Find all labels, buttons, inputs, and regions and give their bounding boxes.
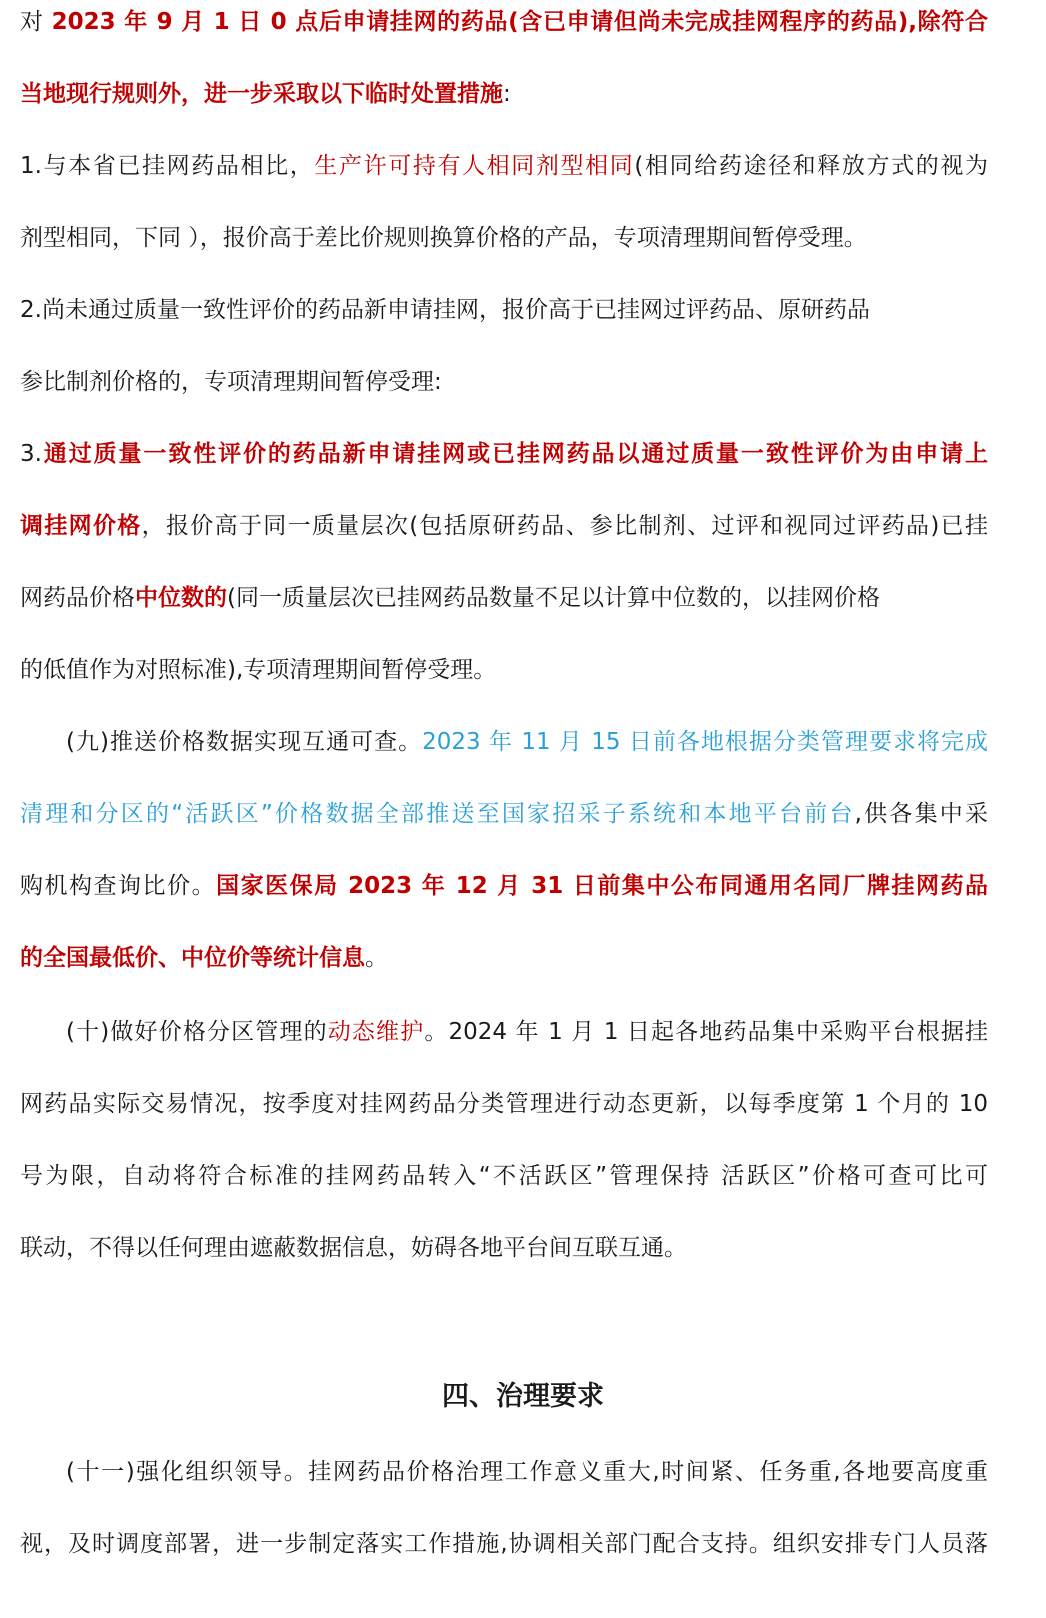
- text-run: 网药品实际交易情况，按季度对挂网药品分类管理进行动态更新，以每季度第 1 个月的 10: [20, 1091, 988, 1117]
- text-run: (九)推送价格数据实现互通可查。: [66, 729, 423, 755]
- section-heading: 四、治理要求: [442, 1381, 604, 1412]
- text-run: (十)做好价格分区管理的: [66, 1019, 328, 1045]
- paragraph-line: [20, 506, 988, 546]
- text-run: 购机构查询比价。: [20, 873, 217, 899]
- paragraph-line: [20, 218, 867, 258]
- text-run: ,供各集中采: [854, 801, 988, 827]
- emphasis-text: 调挂网价格: [20, 513, 142, 539]
- text-run: 3.: [20, 441, 42, 467]
- text-run: 2.尚未通过质量一致性评价的药品新申请挂网，报价高于已挂网过评药品、原研药品: [20, 297, 870, 323]
- text-run: 参比制剂价格的，专项清理期间暂停受理:: [20, 369, 442, 395]
- paragraph-line: [20, 1084, 988, 1124]
- emphasis-text: 当地现行规则外，进一步采取以下临时处置措施: [20, 81, 503, 107]
- emphasis-text: 动态维护: [327, 1019, 425, 1045]
- paragraph-line: [20, 1452, 988, 1492]
- emphasis-text: 2023 年 9 月 1 日 0 点后申请挂网的药品(含已申请但尚未完成挂网程序的药品),除符合: [51, 9, 988, 35]
- paragraph-line: [20, 2, 988, 42]
- text-run: 对: [20, 9, 52, 35]
- text-run: 。: [365, 945, 388, 971]
- paragraph-line: [20, 146, 988, 186]
- text-run: ，报价高于同一质量层次(包括原研药品、参比制剂、过评和视同过评药品)已挂: [141, 513, 988, 539]
- text-run: 剂型相同，下同 ），报价高于差比价规则换算价格的产品，专项清理期间暂停受理。: [20, 225, 867, 251]
- emphasis-text: 国家医保局 2023 年 12 月 31 日前集中公布同通用名同厂牌挂网药品: [216, 873, 988, 899]
- text-run: (同一质量层次已挂网药品数量不足以计算中位数的，以挂网价格: [227, 585, 880, 611]
- paragraph-line: [20, 74, 511, 114]
- emphasis-text: 的全国最低价、中位价等统计信息: [20, 945, 365, 971]
- emphasis-text: 通过质量一致性评价的药品新申请挂网或已挂网药品以通过质量一致性评价为由申请上: [41, 441, 988, 467]
- emphasis-text: 中位数的: [135, 585, 227, 611]
- paragraph-line: [20, 434, 988, 474]
- paragraph-line: [20, 362, 442, 402]
- emphasis-text: 2023 年 11 月 15 日前各地根据分类管理要求将完成: [422, 729, 988, 755]
- text-run: 视，及时调度部署，进一步制定落实工作措施,协调相关部门配合支持。组织安排专门人员落: [20, 1531, 988, 1557]
- text-run: (相同给药途径和释放方式的视为: [634, 153, 988, 179]
- paragraph-line: [20, 794, 988, 834]
- paragraph-line: [20, 1156, 988, 1196]
- paragraph-line: [20, 1524, 988, 1564]
- emphasis-text: 生产许可持有人相同剂型相同: [314, 153, 635, 179]
- paragraph-line: [20, 722, 988, 762]
- text-run: 号为限，自动将符合标准的挂网药品转入“不活跃区”管理保持 活跃区”价格可查可比可: [20, 1163, 988, 1189]
- paragraph-line: [20, 866, 988, 906]
- text-run: 的低值作为对照标准),专项清理期间暂停受理。: [20, 657, 497, 683]
- paragraph-line: [20, 650, 496, 690]
- emphasis-text: 清理和分区的“活跃区”价格数据全部推送至国家招采子系统和本地平台前台: [20, 801, 855, 827]
- paragraph-line: [20, 578, 880, 618]
- text-run: 联动，不得以任何理由遮蔽数据信息，妨碍各地平台间互联互通。: [20, 1235, 687, 1261]
- paragraph-line: [20, 1228, 687, 1268]
- paragraph-line: [20, 1012, 988, 1052]
- paragraph-line: [20, 938, 388, 978]
- text-run: (十一)强化组织领导。挂网药品价格治理工作意义重大,时间紧、任务重,各地要高度重: [66, 1459, 988, 1485]
- text-run: 网药品价格: [20, 585, 135, 611]
- text-run: 。2024 年 1 月 1 日起各地药品集中采购平台根据挂: [424, 1019, 988, 1045]
- paragraph-line: [20, 290, 870, 330]
- text-run: 1.与本省已挂网药品相比，: [20, 153, 315, 179]
- text-run: :: [503, 81, 511, 107]
